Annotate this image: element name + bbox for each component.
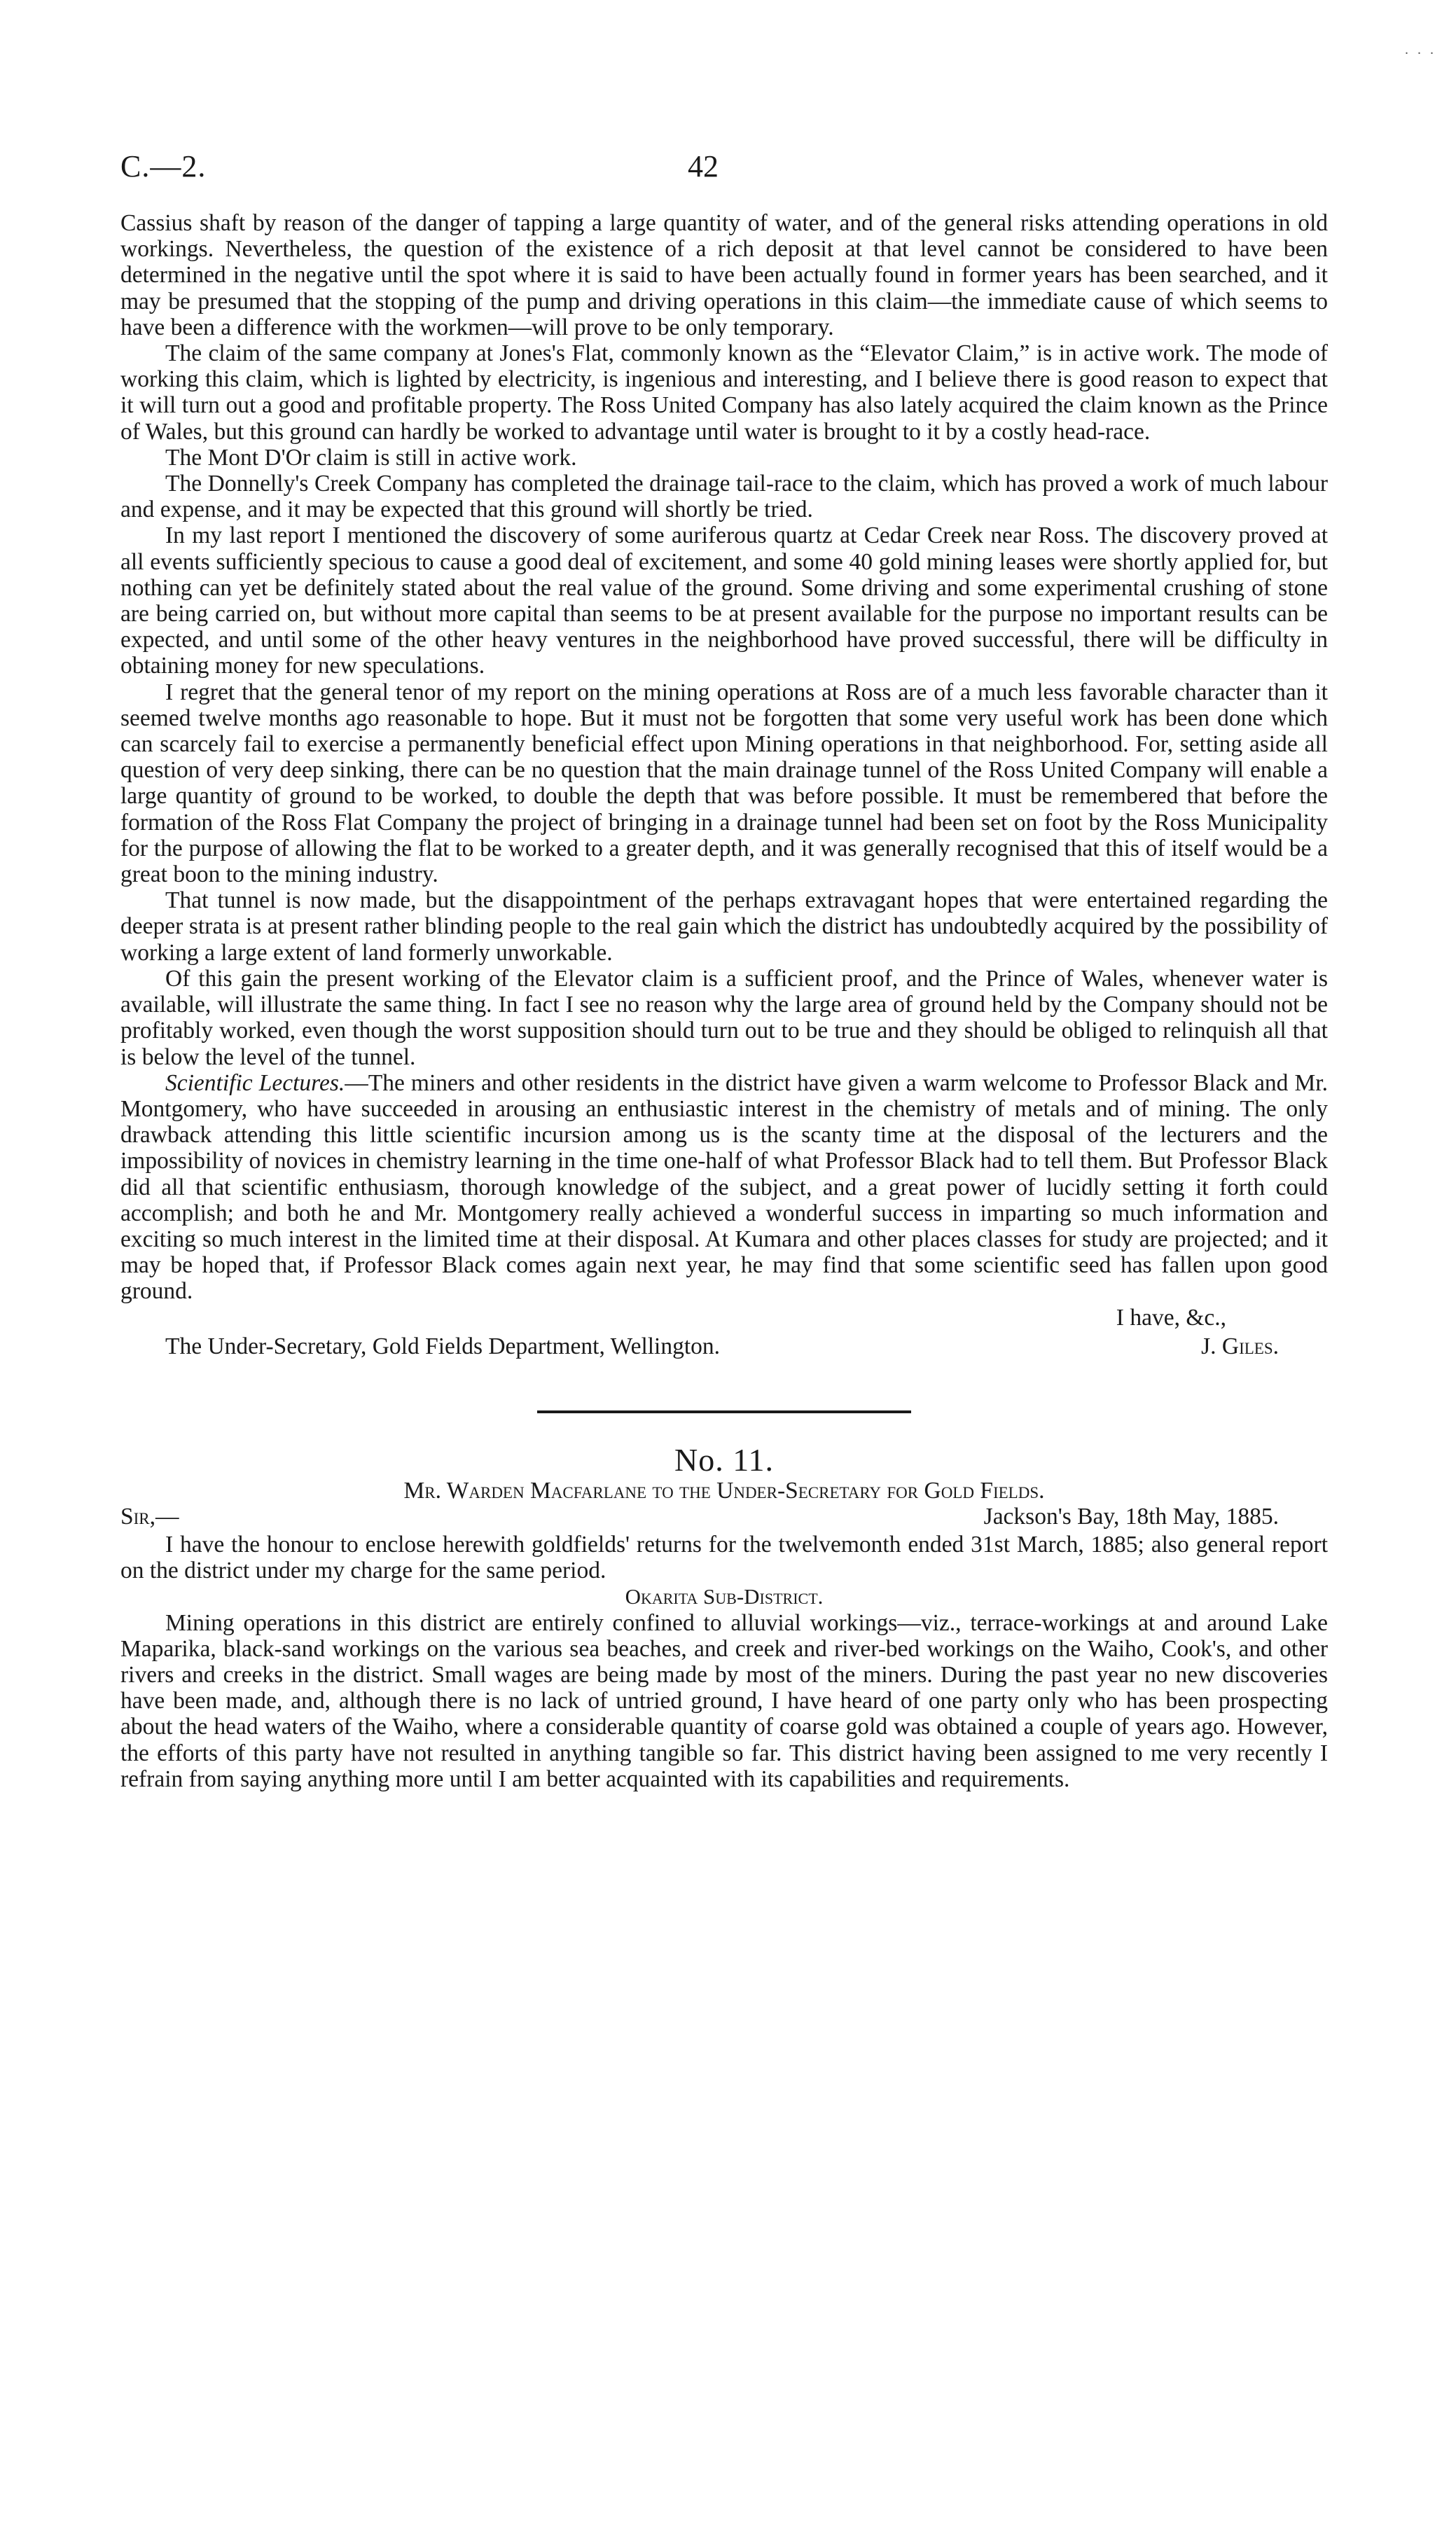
document-body bbox=[120, 210, 1328, 1792]
letter-title: Mr. Warden Macfarlane to the Under-Secretary for Gold Fields. bbox=[403, 1477, 1045, 1504]
section-label: Scientific Lectures. bbox=[165, 1069, 345, 1096]
paragraph: Mining operations in this district are entirely confined to alluvial workings—viz., terrace-workings at and around Lake Maparika, black-sand workings on the various sea beaches, and creek and river-bed workings on the Waiho, Cook's, and other rivers and creeks in the district. Small wages are being made by most of the miners. During the past year no new discoveries have been made, and, although there is no lack of untried ground, I have heard of one party only who has been prospecting about the head waters of the Waiho, where a considerable quantity of coarse gold was obtained a couple of years ago. However, the efforts of this party have not resulted in anything tangible so far. This district having been assigned to me very recently I refrain from saying anything more until I am better acquainted with its capabilities and requirements. bbox=[120, 1609, 1328, 1792]
signature: J. Giles. bbox=[1201, 1333, 1279, 1359]
paragraph: Cassius shaft by reason of the danger of tapping a large quantity of water, and of the general risks attending operations in old workings. Nevertheless, the question of the existence of a rich deposit at that level cannot be considered to have been determined in the negative until the spot where it is said to have been actually found in former years has been searched, and it may be presumed that the stopping of the pump and driving operations in this claim—the immediate cause of which seems to have been a difference with the workmen—will prove to be only temporary. bbox=[120, 210, 1328, 340]
paragraph: Of this gain the present working of the Elevator claim is a sufficient proof, and the Prince of Wales, whenever water is available, will illustrate the same thing. In fact I see no reason why the large area of ground held by the Company should not be profitably worked, even though the worst supposition should turn out to be true and they should be obliged to relinquish all that is below the level of the tunnel. bbox=[120, 965, 1328, 1070]
paragraph: The Mont D'Or claim is still in active work. bbox=[165, 444, 577, 471]
page-number: 42 bbox=[688, 149, 719, 183]
place-date: Jackson's Bay, 18th May, 1885. bbox=[983, 1503, 1279, 1530]
paragraph: The claim of the same company at Jones's Flat, commonly known as the “Elevator Claim,” is in active work. The mode of working this claim, which is lighted by electricity, is ingenious and interesting, and I believe there is good reason to expect that it will turn out a good and profitable property. The Ross United Company has also lately acquired the claim known as the Prince of Wales, but this ground can hardly be worked to advantage until water is brought to it by a costly head-race. bbox=[120, 340, 1328, 445]
document-reference: C.—2. bbox=[120, 149, 207, 183]
paragraph: In my last report I mentioned the discovery of some auriferous quartz at Cedar Creek near Ross. The discovery proved at all events sufficiently specious to cause a good deal of excitement, and some 40 gold mining leases were shortly applied for, but nothing can yet be definitely stated about the real value of the ground. Some driving and some experimental crushing of stone are being carried on, but without more capital than seems to be at present available for the purpose no important results can be expected, and until some of the other heavy ventures in the neighborhood have proved successful, there will be difficulty in obtaining money for new speculations. bbox=[120, 522, 1328, 679]
signature-row bbox=[120, 1333, 1328, 1361]
page-header bbox=[120, 148, 1325, 190]
letter-number: No. 11. bbox=[674, 1441, 774, 1478]
letter-intro: I have the honour to enclose herewith goldfields' returns for the twelvemonth ended 31st March, 1885; also general report on the district under my charge for the same period. bbox=[120, 1531, 1328, 1584]
addressee: The Under-Secretary, Gold Fields Department, Wellington. bbox=[165, 1333, 721, 1359]
salutation: Sir,— bbox=[120, 1503, 179, 1530]
paragraph: That tunnel is now made, but the disappointment of the perhaps extravagant hopes that were entertained regarding the deeper strata is at present rather blinding people to the real gain which the district has undoubtedly acquired by the possibility of working a large extent of land formerly unworkable. bbox=[120, 887, 1328, 966]
salutation-row bbox=[120, 1504, 1328, 1532]
section-divider bbox=[537, 1410, 911, 1413]
closing-formula: I have, &c., bbox=[1116, 1304, 1226, 1331]
paragraph: The Donnelly's Creek Company has completed the drainage tail-race to the claim, which has proved a work of much labour and expense, and it may be expected that this ground will shortly be tried. bbox=[120, 471, 1328, 523]
corner-marks: . . . bbox=[1405, 42, 1436, 57]
paragraph-scientific-lectures bbox=[120, 1070, 1328, 1305]
paragraph: I regret that the general tenor of my report on the mining operations at Ross are of a much less favorable character than it seemed twelve months ago reasonable to hope. But it must not be forgotten that some very useful work has been done which can scarcely fail to exercise a permanently beneficial effect upon Mining operations in that neighborhood. For, setting aside all question of very deep sinking, there can be no question that the main drainage tunnel of the Ross United Company will enable a large quantity of ground to be worked, to double the depth that was before possible. It must be remembered that before the formation of the Ross Flat Company the project of bringing in a drainage tunnel had been set on foot by the Ross Municipality for the purpose of allowing the flat to be worked to a greater depth, and it was generally recognised that this of itself would be a great boon to the mining industry. bbox=[120, 679, 1328, 888]
subdistrict-heading: Okarita Sub-District. bbox=[625, 1584, 824, 1609]
paragraph-text: —The miners and other residents in the district have given a warm welcome to Professor Black and Mr. Montgomery, who have succeeded in arousing an enthusiastic interest in the chemistry of metals and of mining. The only drawback attending this little scientific incursion among us is the scanty time at the disposal of the lecturers and the impossibility of novices in chemistry learning in the time one-half of what Professor Black had to tell them. But Professor Black did all that scientific enthusiasm, thorough knowledge of the subject, and a great power of lucidly setting it forth could accomplish; and both he and Mr. Montgomery really achieved a wonderful success in imparting so much information and exciting so much interest in the limited time at their disposal. At Kumara and other places classes for study are projected; and it may be hoped that, if Professor Black comes again next year, he may find that some scientific seed has fallen upon good ground. bbox=[120, 1069, 1328, 1305]
